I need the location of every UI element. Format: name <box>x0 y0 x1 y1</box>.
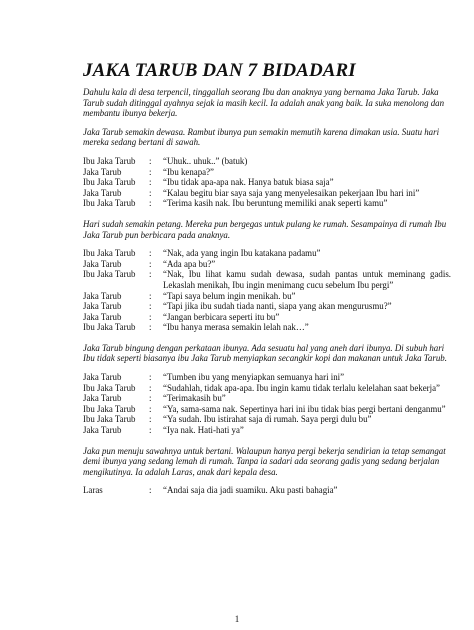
speaker-name: Jaka Tarub <box>83 258 122 269</box>
dialogue-line <box>83 156 451 167</box>
dialogue-text: “Iya nak. Hati-hati ya” <box>163 425 244 436</box>
narration-paragraph: Dahulu kala di desa terpencil, tinggallah seorang Ibu dan anaknya yang bernama Jaka Tarub. Jaka Tarub sudah ditinggal ayahnya sejak ia masih kecil. Ia adalah anak yang baik. Ia suka menolong dan membantu ibunya bekerja. <box>83 87 445 119</box>
speaker-name: Laras <box>83 485 103 496</box>
dialogue-line <box>83 177 451 188</box>
speaker-name: Ibu Jaka Tarub <box>83 177 136 188</box>
dialogue-line <box>83 425 451 436</box>
dialogue-text: “Kalau begitu biar saya saja yang menyelesaikan pekerjaan Ibu hari ini” <box>163 187 420 198</box>
narration-paragraph: Jaka Tarub semakin dewasa. Rambut ibunya pun semakin memutih karena dimakan usia. Suatu hari mereka sedang bertani di sawah. <box>83 126 440 148</box>
dialogue-text: “Nak, Ibu lihat kamu sudah dewasa, sudah pantas untuk meminang gadis. Lekaslah menikah, Ibu ingin menimang cucu sebelum Ibu pergi” <box>163 269 451 290</box>
speaker-name: Jaka Tarub <box>83 187 122 198</box>
dialogue-text: “Uhuk.. uhuk..” (batuk) <box>163 155 248 166</box>
page-number: 1 <box>234 614 240 624</box>
dialogue-text: “Ya sudah. Ibu istirahat saja di rumah. Saya pergi dulu bu” <box>163 414 372 425</box>
dialogue-text: “Andai saja dia jadi suamiku. Aku pasti bahagia” <box>163 485 338 496</box>
dialogue-text: “Ibu hanya merasa semakin lelah nak…” <box>163 322 309 333</box>
dialogue-text: “Ada apa bu?” <box>163 258 216 269</box>
speaker-colon: : <box>149 372 152 383</box>
narration-paragraph: Hari sudah semakin petang. Mereka pun bergegas untuk pulang ke rumah. Sesampainya di rumah Ibu Jaka Tarub pun berbicara pada anaknya. <box>83 218 447 240</box>
speaker-colon: : <box>149 322 152 333</box>
speaker-colon: : <box>149 166 152 177</box>
speaker-colon: : <box>149 485 152 496</box>
narration-paragraph: Jaka Tarub bingung dengan perkataan ibunya. Ada sesuatu hal yang aneh dari ibunya. Di subuh hari Ibu tidak seperti biasanya ibu Jaka Tarub menyiapkan secangkir kopi dan makanan untuk Jaka Tarub. <box>83 342 447 364</box>
dialogue-line <box>83 312 451 323</box>
dialogue-block <box>83 248 451 333</box>
speaker-name: Jaka Tarub <box>83 372 122 383</box>
speaker-colon: : <box>149 382 152 393</box>
speaker-name: Jaka Tarub <box>83 311 122 322</box>
dialogue-text: “Jangan berbicara seperti itu bu” <box>163 311 280 322</box>
speaker-name: Jaka Tarub <box>83 166 122 177</box>
dialogue-line <box>83 322 451 333</box>
speaker-name: Jaka Tarub <box>83 301 122 312</box>
dialogue-line <box>83 248 451 259</box>
dialogue-line <box>83 259 451 270</box>
speaker-colon: : <box>149 425 152 436</box>
dialogue-line <box>83 269 451 290</box>
speaker-colon: : <box>149 198 152 209</box>
dialogue-line <box>83 485 451 496</box>
dialogue-line <box>83 301 451 312</box>
speaker-name: Ibu Jaka Tarub <box>83 155 136 166</box>
dialogue-text: “Tapi saya belum ingin menikah. bu” <box>163 290 296 301</box>
speaker-name: Ibu Jaka Tarub <box>83 269 136 280</box>
dialogue-line <box>83 383 451 394</box>
dialogue-line <box>83 393 451 404</box>
dialogue-line <box>83 188 451 199</box>
speaker-colon: : <box>149 248 152 259</box>
dialogue-block <box>83 485 451 496</box>
speaker-name: Ibu Jaka Tarub <box>83 322 136 333</box>
document-title: JAKA TARUB DAN 7 BIDADARI <box>83 60 356 81</box>
dialogue-line <box>83 404 451 415</box>
dialogue-line <box>83 198 451 209</box>
dialogue-line <box>83 414 451 425</box>
speaker-name: Jaka Tarub <box>83 425 122 436</box>
speaker-colon: : <box>149 269 152 280</box>
narration-paragraph: Jaka pun menuju sawahnya untuk bertani. Walaupun hanya pergi bekerja sendirian ia tetap semangat demi ibunya yang sedang lemah di rumah. Tanpa ia sadari ada seorang gadis yang sedang berjalan mengikutinya. Ia adalah Laras, anak dari kepala desa. <box>83 445 446 477</box>
speaker-colon: : <box>149 301 152 312</box>
dialogue-line <box>83 291 451 302</box>
speaker-colon: : <box>149 311 152 322</box>
speaker-name: Ibu Jaka Tarub <box>83 382 136 393</box>
speaker-colon: : <box>149 258 152 269</box>
dialogue-text: “Ya, sama-sama nak. Sepertinya hari ini ibu tidak bias pergi bertani denganmu” <box>163 403 446 414</box>
speaker-name: Jaka Tarub <box>83 393 122 404</box>
speaker-colon: : <box>149 403 152 414</box>
dialogue-text: “Sudahlah, tidak apa-apa. Ibu ingin kamu tidak terlalu kelelahan saat bekerja” <box>163 382 440 393</box>
speaker-colon: : <box>149 290 152 301</box>
dialogue-text: “Ibu kenapa?” <box>163 166 214 177</box>
speaker-name: Jaka Tarub <box>83 290 122 301</box>
document-body <box>83 87 451 506</box>
speaker-colon: : <box>149 414 152 425</box>
speaker-colon: : <box>149 155 152 166</box>
dialogue-text: “Nak, ada yang ingin Ibu katakana padamu” <box>163 248 321 259</box>
speaker-name: Ibu Jaka Tarub <box>83 403 136 414</box>
dialogue-block <box>83 156 451 209</box>
speaker-name: Ibu Jaka Tarub <box>83 248 136 259</box>
dialogue-text: “Terimakasih bu” <box>163 393 226 404</box>
dialogue-line <box>83 372 451 383</box>
dialogue-line <box>83 167 451 178</box>
speaker-name: Ibu Jaka Tarub <box>83 198 136 209</box>
dialogue-text: “Tapi jika ibu sudah tiada nanti, siapa yang akan mengurusmu?” <box>163 301 392 312</box>
speaker-colon: : <box>149 187 152 198</box>
speaker-colon: : <box>149 393 152 404</box>
speaker-name: Ibu Jaka Tarub <box>83 414 136 425</box>
speaker-colon: : <box>149 177 152 188</box>
dialogue-block <box>83 372 451 436</box>
dialogue-text: “Terima kasih nak. Ibu beruntung memiliki anak seperti kamu” <box>163 198 388 209</box>
dialogue-text: “Tumben ibu yang menyiapkan semuanya hari ini” <box>163 372 345 383</box>
dialogue-text: “Ibu tidak apa-apa nak. Hanya batuk biasa saja” <box>163 177 334 188</box>
